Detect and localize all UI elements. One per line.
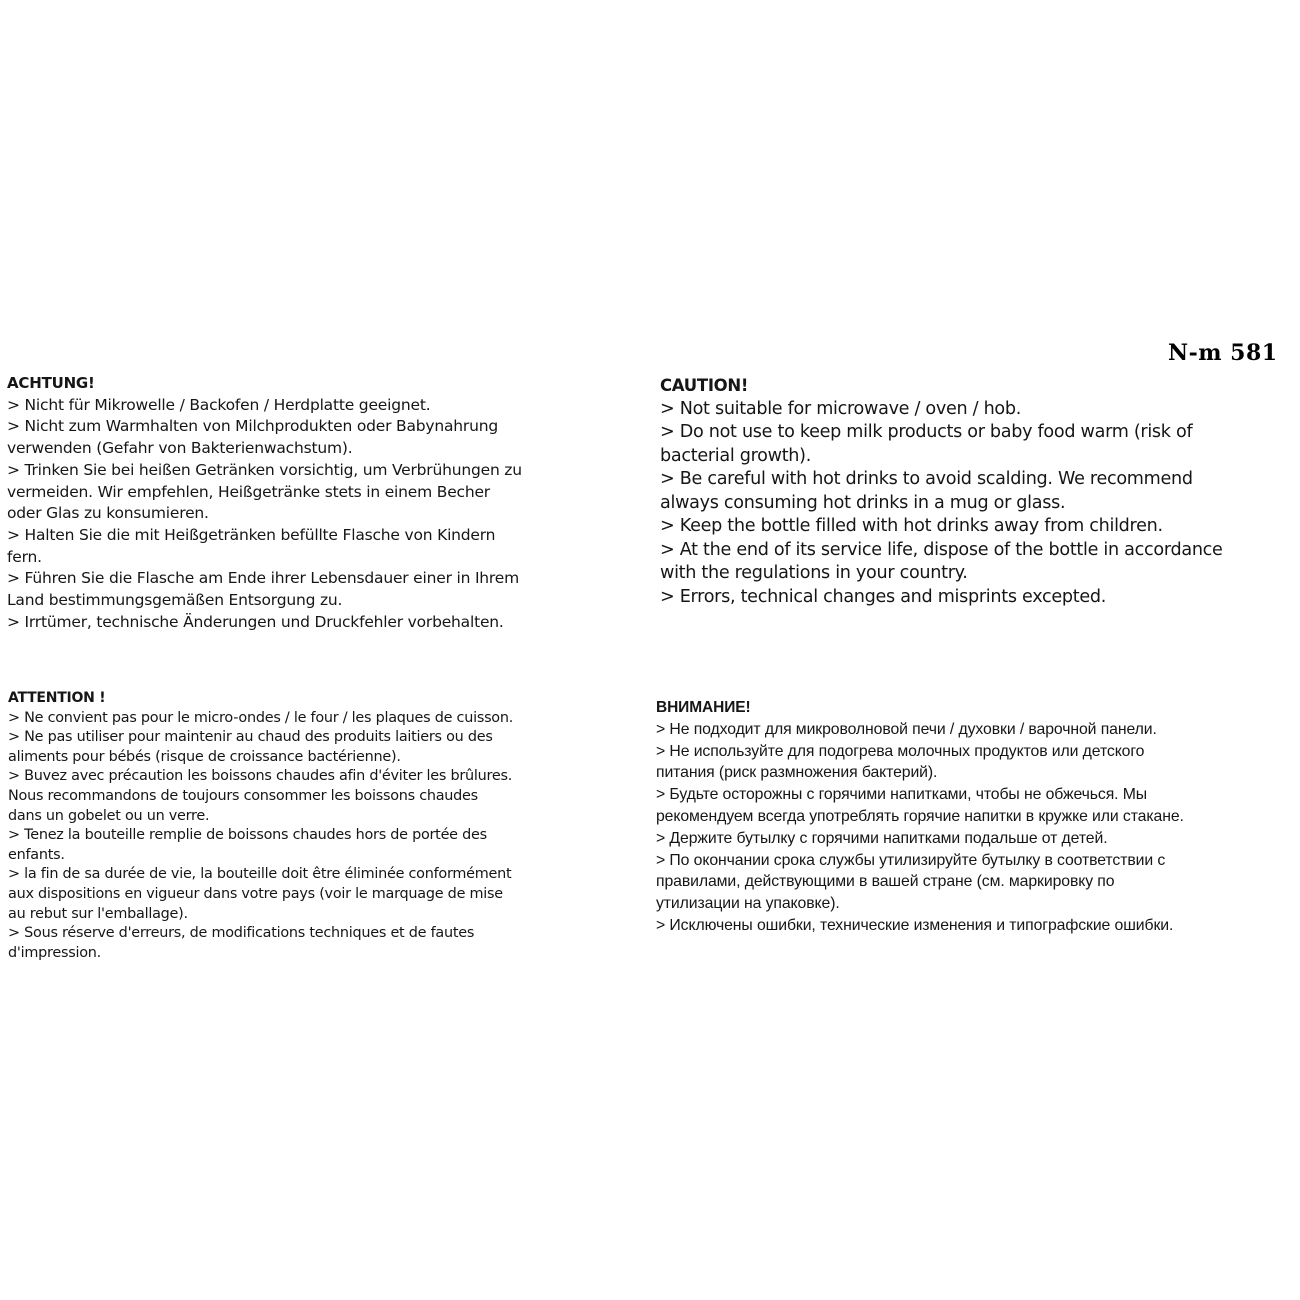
text-line: au rebut sur l'emballage). xyxy=(8,905,188,922)
warning-section-french xyxy=(8,689,608,963)
text-line: bacterial growth). xyxy=(660,445,812,466)
text-line: > Nicht für Mikrowelle / Backofen / Herdplatte geeignet. xyxy=(7,395,431,414)
text-line: > Исключены ошибки, технические изменения и типографские ошибки. xyxy=(656,916,1174,934)
text-line: Land bestimmungsgemäßen Entsorgung zu. xyxy=(7,591,343,610)
text-line: > Buvez avec précaution les boissons chaudes afin d'éviter les brûlures. xyxy=(8,768,513,785)
text-line: fern. xyxy=(7,547,42,566)
text-line: aux dispositions en vigueur dans votre pays (voir le marquage de mise xyxy=(8,885,503,902)
text-line: > Не используйте для подогрева молочных продуктов или детского xyxy=(656,742,1145,760)
text-line: > Sous réserve d'erreurs, de modifications techniques et de fautes xyxy=(8,925,475,942)
section-heading: CAUTION! xyxy=(660,376,749,395)
text-line: > Ne pas utiliser pour maintenir au chaud des produits laitiers ou des xyxy=(8,729,493,746)
text-line: > Не подходит для микроволновой печи / духовки / варочной панели. xyxy=(656,720,1157,738)
text-line: > Keep the bottle filled with hot drinks away from children. xyxy=(660,516,1163,536)
text-line: питания (риск размножения бактерий). xyxy=(656,764,938,782)
text-line: enfants. xyxy=(8,846,65,863)
text-line: verwenden (Gefahr von Bakterienwachstum). xyxy=(7,439,353,458)
text-line: утилизации на упаковке). xyxy=(656,895,840,913)
warning-section-english xyxy=(660,374,1295,609)
section-heading: ВНИМАНИЕ! xyxy=(656,699,751,716)
text-line: > Будьте осторожны с горячими напитками, чтобы не обжечься. Мы xyxy=(656,786,1148,804)
warning-section-german xyxy=(7,373,617,633)
text-line: > Tenez la bouteille remplie de boissons chaudes hors de portée des xyxy=(8,827,487,844)
text-line: vermeiden. Wir empfehlen, Heißgetränke stets in einem Becher xyxy=(7,482,490,501)
text-line: always consuming hot drinks in a mug or glass. xyxy=(660,492,1066,513)
text-line: > Do not use to keep milk products or baby food warm (risk of xyxy=(660,422,1193,442)
text-line: oder Glas zu konsumieren. xyxy=(7,504,209,523)
text-line: рекомендуем всегда употреблять горячие напитки в кружке или стакане. xyxy=(656,807,1184,825)
text-line: aliments pour bébés (risque de croissance bactérienne). xyxy=(8,748,401,765)
text-line: > Trinken Sie bei heißen Getränken vorsichtig, um Verbrühungen zu xyxy=(7,460,522,479)
text-line: > At the end of its service life, dispose of the bottle in accordance xyxy=(660,539,1223,560)
warning-section-russian xyxy=(656,697,1296,937)
text-line: Nous recommandons de toujours consommer les boissons chaudes xyxy=(8,787,478,804)
text-line: > la fin de sa durée de vie, la bouteille doit être éliminée conformément xyxy=(8,866,512,883)
text-line: > Be careful with hot drinks to avoid scalding. We recommend xyxy=(660,469,1193,489)
document-code: N-m 581 xyxy=(1168,340,1278,366)
text-line: d'impression. xyxy=(8,944,101,961)
text-line: > Держите бутылку с горячими напитками подальше от детей. xyxy=(656,829,1108,847)
text-line: with the regulations in your country. xyxy=(660,563,968,583)
text-line: > Errors, technical changes and misprints excepted. xyxy=(660,586,1107,607)
text-line: > Not suitable for microwave / oven / hob. xyxy=(660,398,1022,419)
text-line: > По окончании срока службы утилизируйте бутылку в соответствии с xyxy=(656,851,1166,869)
text-line: правилами, действующими в вашей стране (см. маркировку по xyxy=(656,873,1115,891)
text-line: dans un gobelet ou un verre. xyxy=(8,807,210,824)
section-heading: ATTENTION ! xyxy=(8,690,106,706)
text-line: > Führen Sie die Flasche am Ende ihrer Lebensdauer einer in Ihrem xyxy=(7,569,520,588)
text-line: > Nicht zum Warmhalten von Milchprodukten oder Babynahrung xyxy=(7,417,498,436)
section-heading: ACHTUNG! xyxy=(7,374,95,392)
text-line: > Irrtümer, technische Änderungen und Druckfehler vorbehalten. xyxy=(7,612,504,631)
text-line: > Ne convient pas pour le micro-ondes / le four / les plaques de cuisson. xyxy=(8,709,514,726)
text-line: > Halten Sie die mit Heißgetränken befüllte Flasche von Kindern xyxy=(7,525,496,544)
